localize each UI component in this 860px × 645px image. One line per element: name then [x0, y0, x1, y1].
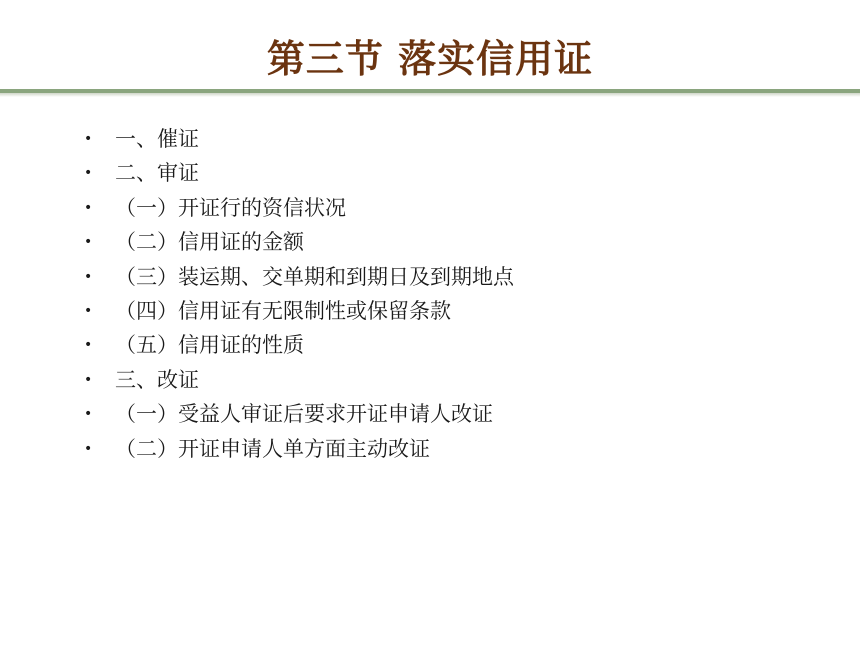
bullet-text: 三、改证 — [115, 367, 199, 392]
bullet-icon: • — [84, 268, 93, 285]
bullet-text: （三）装运期、交单期和到期日及到期地点 — [115, 264, 514, 289]
bullet-icon: • — [84, 131, 93, 147]
bullet-icon: • — [84, 440, 93, 457]
title-divider-shadow — [0, 93, 860, 97]
bullet-text: （四）信用证有无限制性或保留条款 — [115, 298, 451, 323]
bullet-text: （一）开证行的资信状况 — [115, 195, 346, 220]
bullet-icon: • — [84, 302, 93, 319]
bullet-text: 一、催证 — [115, 127, 199, 151]
bullet-icon: • — [84, 165, 93, 182]
bullet-text: （二）开证申请人单方面主动改证 — [115, 436, 430, 461]
slide-title: 第三节 落实信用证 — [266, 37, 594, 81]
bullet-text: （一）受益人审证后要求开证申请人改证 — [115, 402, 493, 427]
bullet-icon: • — [84, 234, 93, 251]
bullet-text: （五）信用证的性质 — [115, 333, 304, 358]
bullet-text: （二）信用证的金额 — [115, 230, 304, 255]
bullet-icon: • — [84, 371, 93, 388]
bullet-text: 二、审证 — [115, 161, 199, 186]
bullet-icon: • — [84, 406, 93, 423]
title-divider — [0, 89, 860, 93]
bullet-icon: • — [84, 199, 93, 216]
bullet-icon: • — [84, 337, 93, 354]
